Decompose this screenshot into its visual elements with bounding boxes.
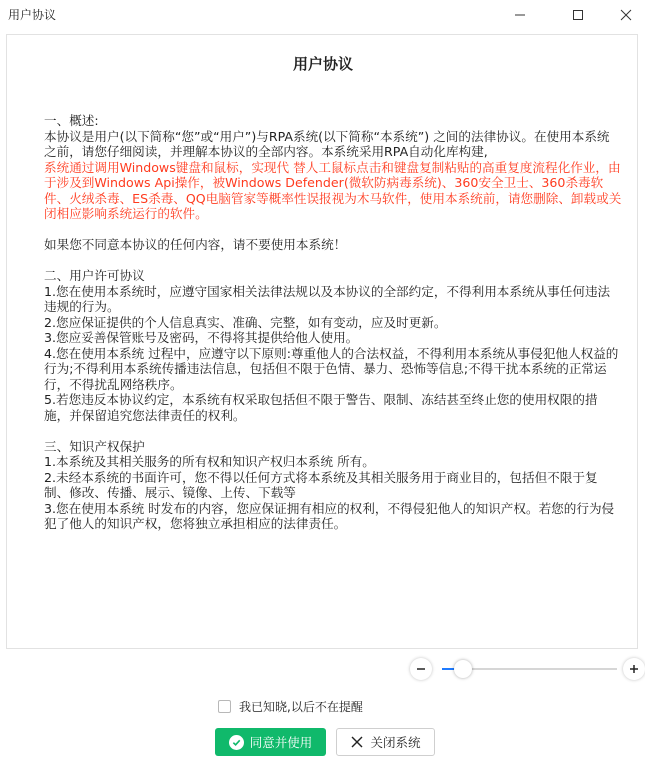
agree-button[interactable] (215, 728, 326, 756)
agreement-paragraph: 1.您在使用本系统时，应遵守国家相关法律法规以及本协议的全部约定，不得利用本系统从事任何违法违规的行为。 (44, 283, 611, 314)
agreement-paragraph: 本协议是用户(以下简称“您”或“用户”)与RPA系统(以下简称“本系统”) 之间的法律协议。在使用本系统之前，请您仔细阅读，并理解本协议的全部内容。本系统采用RPA自动化库构建, (44, 128, 610, 159)
agreement-content-panel[interactable] (6, 34, 638, 649)
document-body (44, 113, 622, 532)
window-title: 用户协议 (8, 8, 57, 22)
zoom-out-button[interactable] (410, 658, 432, 680)
agreement-paragraph: 如果您不同意本协议的任何内容，请不要使用本系统！ (44, 237, 347, 252)
close-system-label: 关闭系统 (370, 735, 421, 750)
agreement-paragraph: 三、知识产权保护 (44, 438, 145, 454)
agreement-paragraph: 2.未经本系统的书面许可，您不得以任何方式将本系统及其相关服务用于商业目的，包括但不限于复制、修改、传播、展示、镜像、上传、下载等 (44, 469, 598, 500)
agreement-paragraph: 一、概述: (44, 113, 99, 128)
minimize-button[interactable] (500, 0, 540, 30)
paragraph-spacer (44, 253, 622, 269)
agreement-paragraph: 3.您应妥善保管账号及密码，不得将其提供给他人使用。 (44, 330, 359, 345)
paragraph-spacer (44, 222, 622, 238)
zoom-control (408, 658, 645, 684)
agreement-paragraph: 2.您应保证提供的个人信息真实、准确、完整，如有变动，应及时更新。 (44, 314, 447, 330)
check-circle-icon (229, 735, 244, 750)
checkbox-box[interactable] (218, 700, 231, 713)
x-icon (350, 735, 364, 749)
close-button[interactable] (606, 0, 645, 30)
zoom-slider-thumb[interactable] (454, 660, 472, 678)
agreement-paragraph: 1.本系统及其相关服务的所有权和知识产权归本系统 所有。 (44, 454, 375, 469)
maximize-icon (572, 9, 584, 21)
agreement-paragraph: 二、用户许可协议 (44, 268, 145, 283)
close-system-button[interactable] (336, 728, 435, 756)
zoom-in-icon (629, 664, 639, 674)
agreement-paragraph: 系统通过调用Windows键盘和鼠标，实现代 替人工鼠标点击和键盘复制粘贴的高重复度流程化作业，由于涉及到Windows Api操作，被Windows Defender(微软防病毒系统)、360安全卫士、360杀毒软件、火绒杀毒、ES杀毒、QQ电脑管家等概率性误报视为木马软件，使用本系统前，请您删除、卸载或关闭相应影响系统运行的软件。 (44, 159, 622, 221)
agreement-paragraph: 5.若您违反本协议约定，本系统有权采取包括但不限于警告、限制、冻结甚至终止您的使用权限的措施，并保留追究您法律责任的权利。 (44, 392, 598, 423)
zoom-slider-track[interactable] (442, 668, 617, 670)
document-title: 用户协议 (292, 55, 353, 73)
close-icon (620, 9, 632, 21)
minimize-icon (514, 9, 526, 21)
agree-button-label: 同意并使用 (249, 735, 313, 750)
agreement-paragraph: 4.您在使用本系统 过程中，应遵守以下原则:尊重他人的合法权益，不得利用本系统从事侵犯他人权益的行为;不得利用本系统传播违法信息，包括但不限于色情、暴力、恐怖等信息;不得干扰本系统的正常运行，不得扰乱网络秩序。 (44, 345, 619, 392)
zoom-in-button[interactable] (623, 658, 645, 680)
maximize-button[interactable] (558, 0, 598, 30)
title-bar (0, 0, 645, 30)
dont-remind-label: 我已知晓,以后不在提醒 (239, 699, 363, 714)
dont-remind-checkbox[interactable] (218, 697, 363, 715)
zoom-out-icon (416, 664, 426, 674)
agreement-paragraph: 3.您在使用本系统 时发布的内容，您应保证拥有相应的权利，不得侵犯他人的知识产权。若您的行为侵犯了他人的知识产权，您将独立承担相应的法律责任。 (44, 500, 615, 531)
paragraph-spacer (44, 423, 622, 439)
